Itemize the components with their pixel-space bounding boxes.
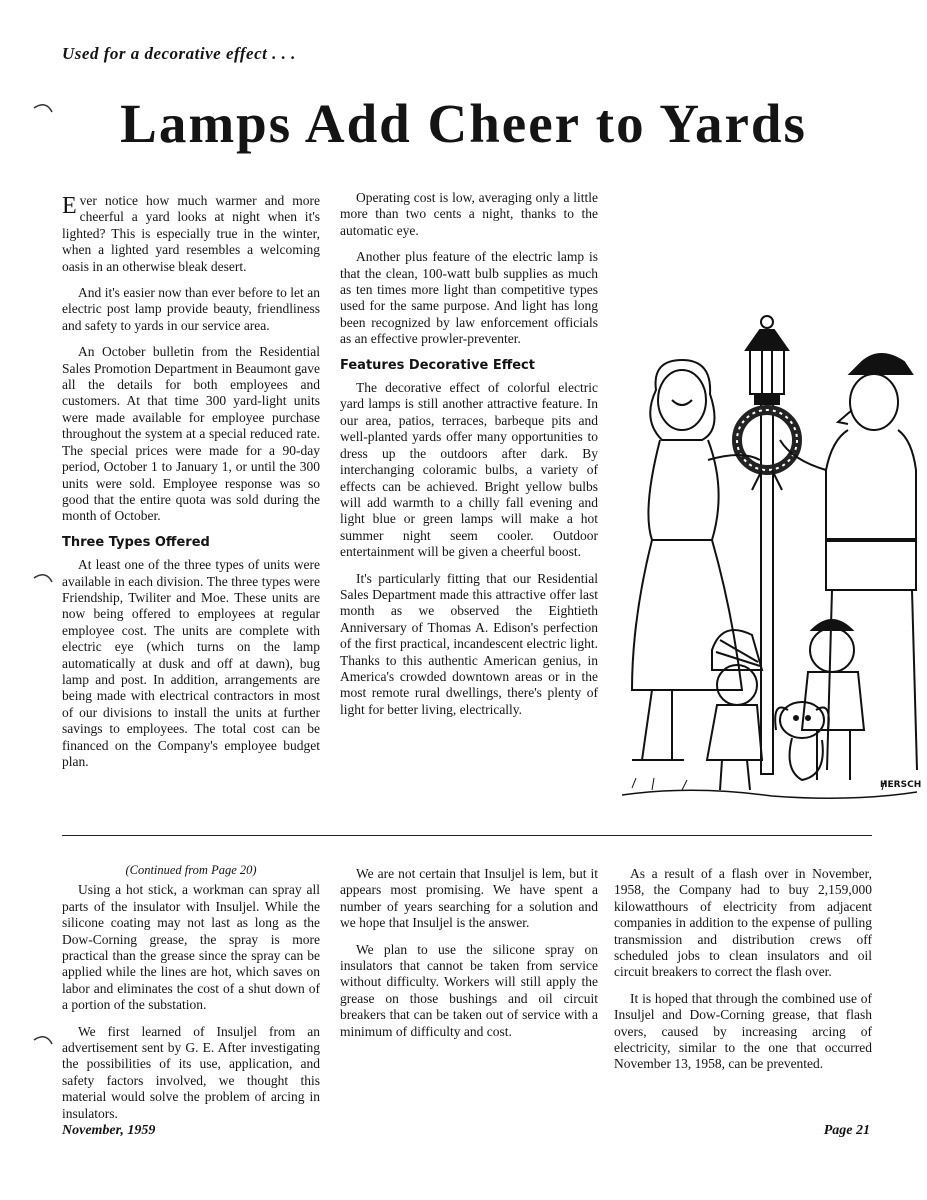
article-paragraph: Operating cost is low, averaging only a little more than two cents a night, thanks to the automatic eye. bbox=[340, 190, 598, 238]
article-paragraph: Ever notice how much warmer and more cheerful a yard looks at night when it's lighted? This is especially true in the winter, when a lighted yard resembles a welcoming oasis in an otherwise bleak desert. bbox=[62, 193, 320, 274]
boy-figure-icon bbox=[802, 620, 864, 780]
continued-paragraph: It is hoped that through the combined use of Insuljel and Dow-Corning grease, that flash overs, caused by increasing arcing of electricity, similar to the one that occurred November 13, 1958, can be prevented. bbox=[614, 990, 872, 1072]
continued-column-1 bbox=[62, 862, 320, 1132]
kicker-line: Used for a decorative effect . . . bbox=[62, 44, 296, 63]
subhead-decorative-effect: Features Decorative Effect bbox=[340, 357, 535, 373]
footer-date: November, 1959 bbox=[62, 1123, 156, 1138]
continued-label: (Continued from Page 20) bbox=[125, 863, 257, 877]
article-column-1 bbox=[62, 193, 320, 780]
continued-column-3 bbox=[614, 866, 872, 1083]
article-paragraph: An October bulletin from the Residential Sales Promotion Department in Beaumont gave all the details for both employees and customers. At that time 300 yard-light units were made available for employee purchase throughout the system at a special reduced rate. The special prices were made for a 90-day period, October 1 to January 1, or until the 300 units were sold. Employee response was so good that the entire quota was sold during the month of October. bbox=[62, 344, 320, 524]
binder-hole-mark-bottom bbox=[30, 1030, 60, 1060]
lamp-family-illustration bbox=[612, 290, 924, 808]
article-paragraph: It's particularly fitting that our Residential Sales Department made this attractive offer last month as we observed the Eightieth Anniversary of Thomas A. Edison's perfection of the first practical, incandescent electric light. Thanks to this authentic American genius, in America's crowded downtown areas or in the most remote rural dwellings, there's plenty of light for better living, electrically. bbox=[340, 570, 598, 717]
subhead-three-types: Three Types Offered bbox=[62, 534, 210, 550]
continued-paragraph: As a result of a flash over in November, 1958, the Company had to buy 2,159,000 kilowatthours of electricity from adjacent companies in addition to the expense of pulling transmission and distribution crews off scheduled jobs to clean insulators and oil circuit breakers to correct the flash over. bbox=[614, 866, 872, 980]
continued-paragraph: We are not certain that Insuljel is lem, but it appears most promising. We have spent a number of years searching for a solution and we hope that Insuljel is the answer. bbox=[340, 866, 598, 931]
article-paragraph: Another plus feature of the electric lamp is that the clean, 100-watt bulb supplies as much as ten times more light than competitive types used for the same purpose. And light has long been recognized by law enforcement officials as an effective prowler-preventer. bbox=[340, 249, 598, 347]
page-number: Page 21 bbox=[823, 1123, 870, 1138]
article-column-2 bbox=[340, 190, 598, 728]
article-paragraph: And it's easier now than ever before to let an electric post lamp provide beauty, friendliness and safety to yards in our service area. bbox=[62, 285, 320, 333]
girl-figure-icon bbox=[707, 630, 762, 790]
man-figure-icon bbox=[780, 354, 917, 770]
dog-figure-icon bbox=[775, 702, 829, 780]
drop-cap: E bbox=[62, 193, 77, 219]
article-paragraph: The decorative effect of colorful electric yard lamps is still another attractive feature. In our area, patios, terraces, barbeque pits and well-planted yards offer many opportunities to dress up the outdoors after dark. By interchanging coloramic bulbs, a variety of effects can be achieved. Bright yellow bulbs will add warmth to a chilly fall evening and light blue or green lamps will make a hot summer night seem cooler. Outdoor entertainment will be given a cheerful boost. bbox=[340, 380, 598, 560]
illustration-signature: HERSCH bbox=[880, 780, 922, 790]
continued-column-2 bbox=[340, 866, 598, 1050]
binder-hole-mark-middle bbox=[30, 568, 60, 598]
article-paragraph: At least one of the three types of units were available in each division. The three types were Friendship, Twiliter and Moe. These units are now being offered to employees at regular employee cost. The units are complete with electric eye (which turns on the lamp automatically at dusk and off at dawn), bug lamp and post. In addition, arrangements are being made with electrical contractors in most of our divisions to install the units at further savings to employees. The total cost can be financed on the Company's employee budget plan. bbox=[62, 557, 320, 769]
continued-paragraph: Using a hot stick, a workman can spray all parts of the insulator with Insuljel. While the silicone coating may not last as long as the Dow-Corning grease, the spray is more practical than the grease since the spray can be applied while the lines are hot, which saves on labor and eliminates the cost of a shut down of a portion of the substation. bbox=[62, 882, 320, 1013]
page-title: Lamps Add Cheer to Yards bbox=[120, 93, 807, 154]
continued-paragraph: We plan to use the silicone spray on insulators that cannot be taken from service without difficulty. Workers will still apply the grease on those bushings and oil circuit breakers that can be taken out of service with a minimum of difficulty and cost. bbox=[340, 941, 598, 1039]
continued-paragraph: We first learned of Insuljel from an advertisement sent by G. E. After investigating the possibilities of its use, application, and safety factors involved, we thought this material would solve the problem of arcing in insulators. bbox=[62, 1023, 320, 1121]
section-divider bbox=[62, 835, 872, 836]
